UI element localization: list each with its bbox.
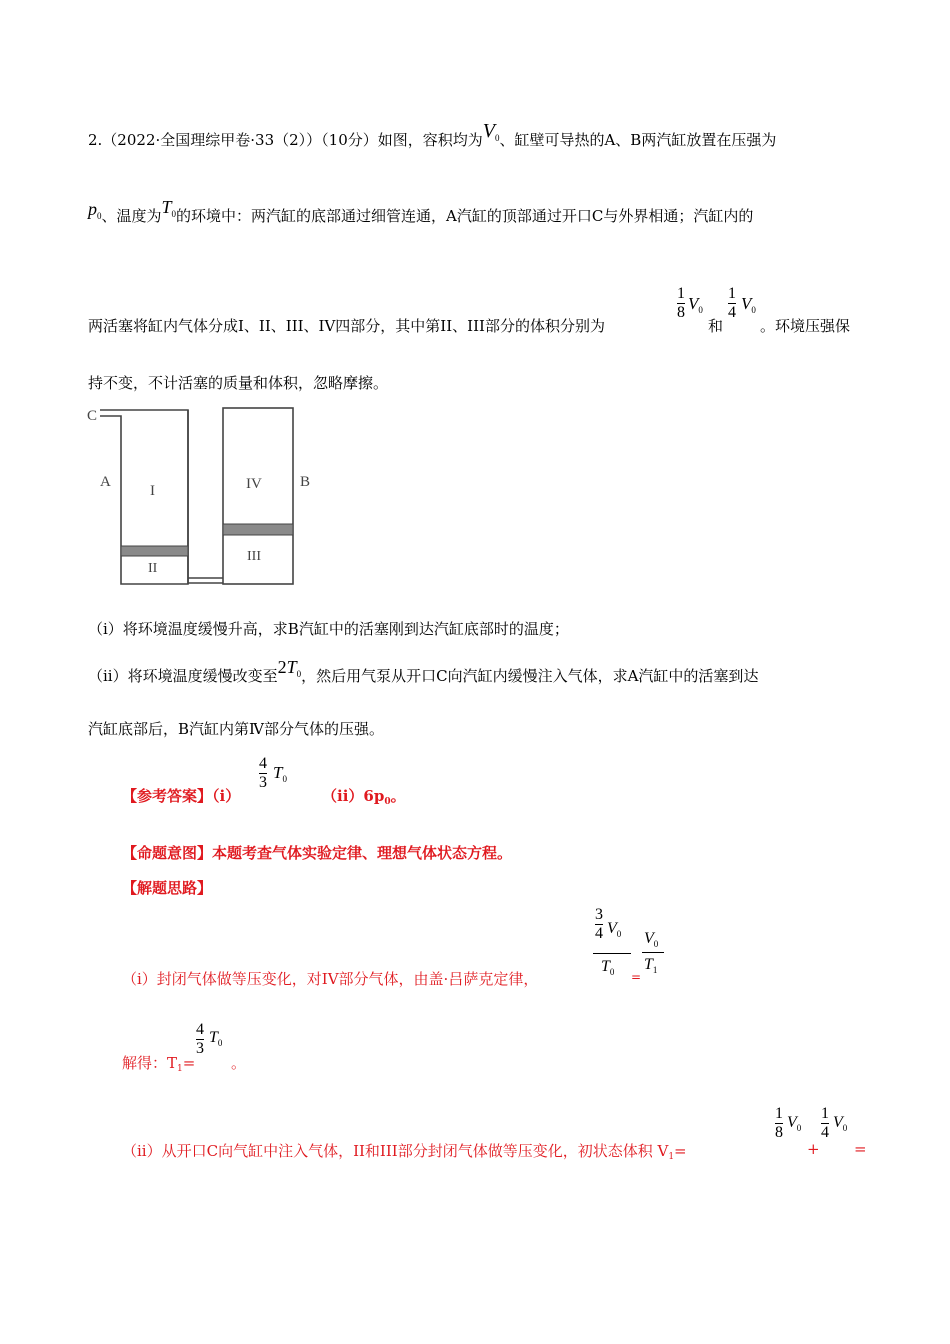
V0-symbol: $V_0$ xyxy=(607,920,622,939)
T0-symbol: $T_0$ xyxy=(161,197,177,219)
label-B: B xyxy=(300,474,311,490)
solution-i-text: （i）封闭气体做等压变化，对IV部分气体，由盖·吕萨克定律， xyxy=(122,970,539,988)
2T0-symbol: $2T_0$ xyxy=(277,657,302,679)
fraction-one-quarter: 1 4 xyxy=(728,285,736,321)
plus-sign: + xyxy=(807,1140,820,1158)
fraction-four-thirds: 4 3 xyxy=(259,755,267,791)
question-line-1: 2.（2022·全国理综甲卷·33（2））（10分）如图，容积均为$V_0$、缸壁可导热的A、B两汽缸放置在压强为 xyxy=(88,120,777,149)
period: 。 xyxy=(231,1054,247,1072)
trailing-equals: = xyxy=(854,1140,867,1158)
label-A: A xyxy=(100,474,111,490)
V0-symbol: $V_0$ xyxy=(482,120,500,143)
approach-label: 【解题思路】 xyxy=(122,879,213,897)
conjunction-he: 和 xyxy=(708,317,724,335)
fraction-four-thirds: 4 3 xyxy=(196,1021,204,1057)
question-line-3b: 。环境压强保 xyxy=(760,317,851,335)
V0-symbol: $V_0$ xyxy=(787,1114,802,1133)
fraction-one-eighth: 1 8 xyxy=(677,285,685,321)
fraction-three-quarters: 3 4 xyxy=(595,906,603,942)
T0-symbol: $T_0$ xyxy=(273,763,287,784)
answer-label: 【参考答案】（i） xyxy=(122,787,241,805)
label-III: III xyxy=(247,549,261,564)
cylinder-diagram xyxy=(84,400,344,592)
V0-symbol: $V_0$ xyxy=(741,294,756,315)
question-line-4: 持不变，不计活塞的质量和体积，忽略摩擦。 xyxy=(88,374,389,392)
p0-symbol: $p_0$ xyxy=(88,199,102,221)
equals-sign: = xyxy=(631,970,642,984)
intent-text: 【命题意图】本题考查气体实验定律、理想气体状态方程。 xyxy=(122,844,513,862)
T1-symbol: $T_1$ xyxy=(644,956,658,975)
part-i: （i）将环境温度缓慢升高，求B汽缸中的活塞刚到达汽缸底部时的温度； xyxy=(88,620,569,638)
V0-symbol: $V_0$ xyxy=(833,1114,848,1133)
solution-ii-text: （ii）从开口C向气缸中注入气体，II和III部分封闭气体做等压变化，初状态体积 $V_1=$ xyxy=(122,1142,687,1162)
part-ii-line-2: 汽缸底部后，B汽缸内第Ⅳ部分气体的压强。 xyxy=(88,720,385,738)
solve-label: 解得：$T_1=$ xyxy=(122,1054,196,1074)
T0-symbol: $T_0$ xyxy=(209,1029,223,1048)
question-line-2: $p_0$、温度为$T_0$的环境中：两汽缸的底部通过细管连通，A汽缸的顶部通过开口C与外界相通；汽缸内的 xyxy=(88,197,754,225)
T0-symbol: $T_0$ xyxy=(601,958,615,977)
part-ii-line-1: （ii）将环境温度缓慢改变至$2T_0$，然后用气泵从开口C向汽缸内缓慢注入气体，求A汽缸中的活塞到达 xyxy=(88,657,759,685)
label-IV: IV xyxy=(246,476,262,492)
answer-part-ii: $(ii)6p_0$。 xyxy=(322,787,406,807)
label-II: II xyxy=(148,561,158,576)
label-C: C xyxy=(87,408,98,424)
question-line-3a: 两活塞将缸内气体分成I、II、III、IV四部分，其中第II、III部分的体积分别为 xyxy=(88,317,605,335)
fraction-one-quarter: 1 4 xyxy=(821,1105,829,1141)
V0-symbol: $V_0$ xyxy=(644,930,659,949)
V0-symbol: $V_0$ xyxy=(688,294,703,315)
fraction-one-eighth: 1 8 xyxy=(775,1105,783,1141)
label-I: I xyxy=(150,483,155,499)
